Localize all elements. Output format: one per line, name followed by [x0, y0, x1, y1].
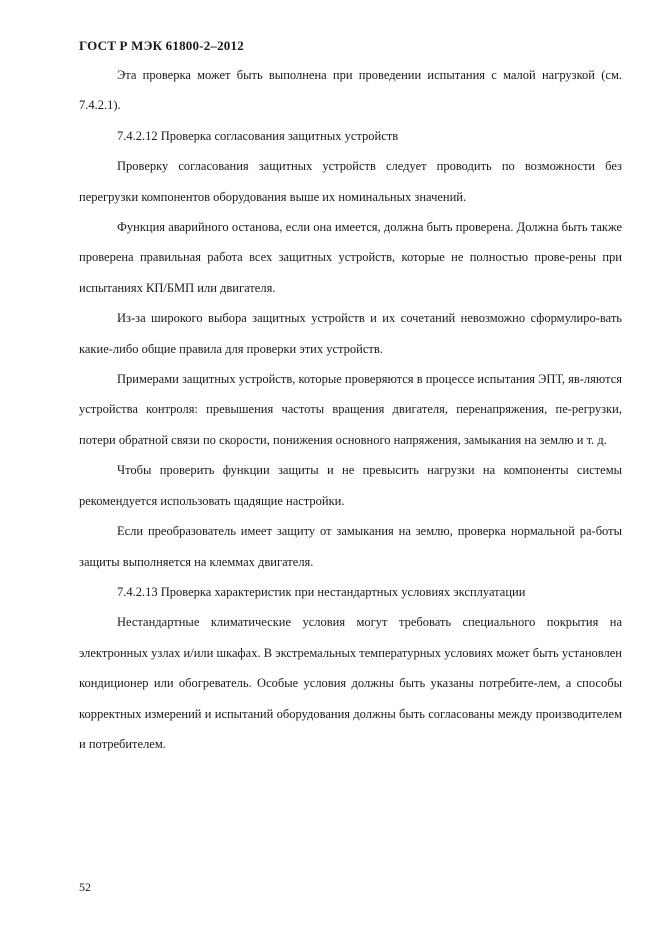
- paragraph-gentle-settings: Чтобы проверить функции защиты и не превысить нагрузки на компоненты системы рекомендуется использовать щадящие настройки.: [79, 463, 622, 508]
- page-body: [79, 60, 622, 759]
- paragraph-coordination-check: Проверку согласования защитных устройств следует проводить по возможности без перегрузки компонентов оборудования выше их номинальных значений.: [79, 159, 622, 204]
- paragraph-low-load-test: Эта проверка может быть выполнена при проведении испытания с малой нагрузкой (см. 7.4.2.1).: [79, 68, 622, 113]
- paragraph-emergency-stop: Функция аварийного останова, если она имеется, должна быть проверена. Должна быть также проверена правильная работа всех защитных устройств, которые не полностью прове-рены при испытаниях КП/БМП или двигателя.: [79, 220, 622, 295]
- section-heading-7-4-2-12: 7.4.2.12 Проверка согласования защитных устройств: [117, 128, 399, 143]
- paragraph-ground-fault: Если преобразователь имеет защиту от замыкания на землю, проверка нормальной ра-боты защиты выполняется на клеммах двигателя.: [79, 524, 622, 569]
- page-number: 52: [79, 880, 91, 894]
- paragraph-nonstandard-conditions: Нестандартные климатические условия могут требовать специального покрытия на электронных узлах и/или шкафах. В экстремальных температурных условиях может быть установлен кондиционер или обогреватель. Особые условия должны быть указаны потребите-лем, а способы корректных измерений и испытаний оборудования должны быть согласованы между производителем и потребителем.: [79, 615, 622, 751]
- section-heading-7-4-2-13: 7.4.2.13 Проверка характеристик при нестандартных условиях эксплуатации: [117, 584, 526, 599]
- document-header: ГОСТ Р МЭК 61800-2–2012: [79, 38, 244, 53]
- paragraph-wide-choice: Из-за широкого выбора защитных устройств и их сочетаний невозможно сформулиро-вать какие-либо общие правила для проверки этих устройств.: [79, 311, 622, 356]
- paragraph-protective-examples: Примерами защитных устройств, которые проверяются в процессе испытания ЭПТ, яв-ляются устройства контроля: превышения частоты вращения двигателя, перенапряжения, пе-регрузки, потери обратной связи по скорости, понижения основного напряжения, замыкания на землю и т. д.: [79, 372, 622, 447]
